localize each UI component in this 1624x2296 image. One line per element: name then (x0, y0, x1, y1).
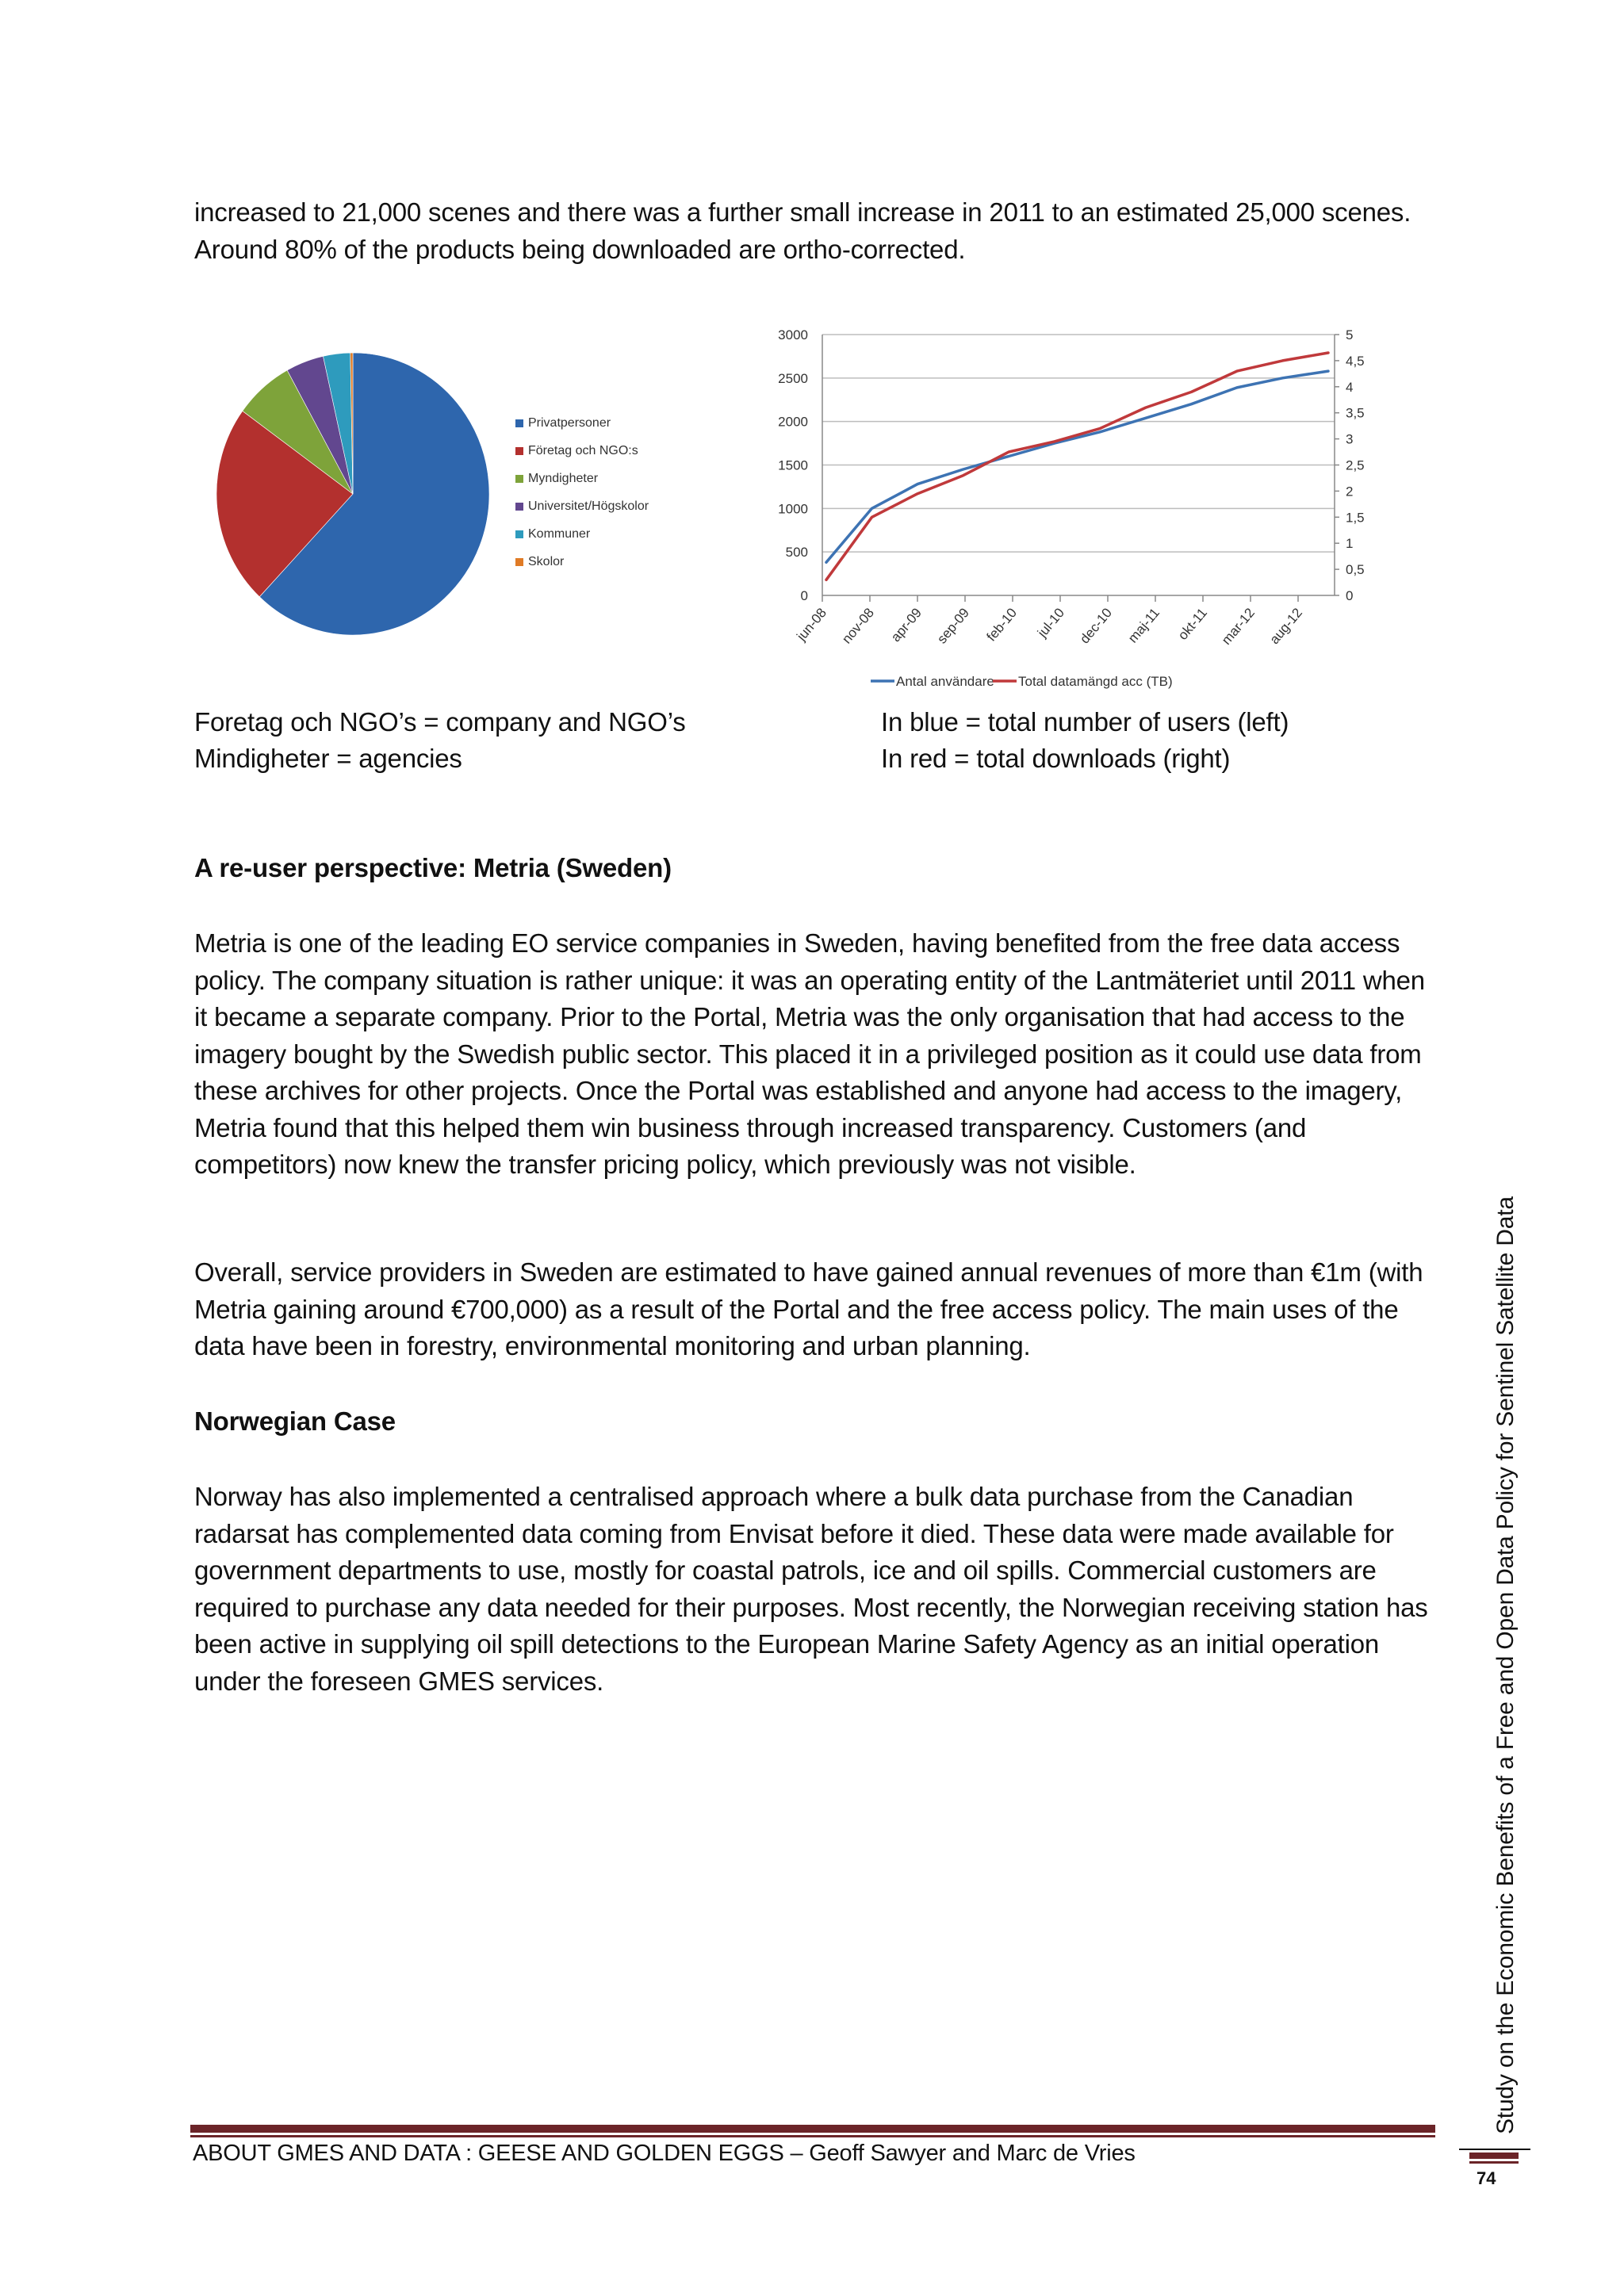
svg-text:feb-10: feb-10 (983, 605, 1021, 645)
svg-text:0: 0 (800, 588, 808, 603)
line-caption (881, 704, 1289, 777)
svg-text:nov-08: nov-08 (839, 605, 878, 647)
svg-text:5: 5 (1346, 327, 1354, 342)
svg-text:dec-10: dec-10 (1077, 605, 1116, 647)
svg-text:2500: 2500 (778, 370, 808, 386)
page-number: 74 (1477, 2168, 1496, 2188)
svg-text:3000: 3000 (778, 327, 808, 342)
pie-legend-item (515, 555, 564, 569)
metria-paragraph-2: Overall, service providers in Sweden are estimated to have gained annual revenues of more than €1m (with Metria gaining around €700,000) as a result of the Portal and the free access policy. The main uses of the data have been in forestry, environmental monitoring and urban planning. (194, 1257, 1423, 1360)
page-number-bar-thin (1469, 2161, 1519, 2164)
line-series (826, 353, 1328, 580)
pie-legend-item (515, 472, 598, 486)
svg-text:1000: 1000 (778, 501, 808, 517)
caption-blue: In blue = total number of users (left) (881, 707, 1289, 737)
svg-text:1: 1 (1346, 536, 1354, 552)
legend-swatch (515, 558, 523, 566)
svg-text:3,5: 3,5 (1346, 405, 1365, 421)
legend-swatch (515, 530, 523, 538)
metria-paragraph-1: Metria is one of the leading EO service companies in Sweden, having benefited from the free data access policy. The company situation is rather unique: it was an operating entity of the Lantmäteriet until 2011 when it became a separate company. Prior to the Portal, Metria was the only organisation that had access to the imagery bought by the Swedish public sector. This placed it in a privileged position as it could use data from these archives for other projects. Once the Portal was established and anyone had access to the imagery, Metria found that this helped them win business through increased transparency. Customers (and competitors) now knew the transfer pricing policy, which previously was not visible. (194, 928, 1425, 1179)
line-chart (761, 317, 1380, 706)
svg-text:2000: 2000 (778, 414, 808, 430)
legend-label: Kommuner (528, 527, 591, 541)
legend-label: Skolor (528, 555, 565, 568)
svg-text:sep-09: sep-09 (934, 605, 973, 647)
svg-text:aug-12: aug-12 (1266, 605, 1306, 648)
legend-label: Privatpersoner (528, 416, 611, 430)
footer-rule-thin (190, 2135, 1435, 2137)
pie-legend-item (515, 444, 638, 458)
page-number-bar (1469, 2152, 1519, 2159)
svg-text:1,5: 1,5 (1346, 510, 1365, 526)
pie-caption (194, 704, 686, 777)
heading-metria: A re-user perspective: Metria (Sweden) (194, 853, 672, 882)
svg-text:jul-10: jul-10 (1034, 605, 1068, 641)
caption-mindigheter: Mindigheter = agencies (194, 744, 462, 773)
svg-text:apr-09: apr-09 (887, 605, 925, 645)
svg-text:0,5: 0,5 (1346, 562, 1365, 578)
pie-chart (210, 317, 686, 670)
svg-text:500: 500 (785, 545, 808, 561)
legend-swatch (515, 503, 523, 511)
side-running-title: Study on the Economic Benefits of a Free and Open Data Policy for Sentinel Satellite Data (1492, 1196, 1519, 2134)
svg-text:Antal användare: Antal användare (896, 674, 994, 689)
svg-text:1500: 1500 (778, 457, 808, 473)
svg-text:2,5: 2,5 (1346, 457, 1365, 473)
svg-text:3: 3 (1346, 431, 1354, 447)
pie-chart-graphic (210, 317, 504, 670)
line-series (826, 371, 1328, 562)
legend-label: Universitet/Högskolor (528, 499, 649, 513)
svg-text:2: 2 (1346, 484, 1354, 499)
legend-swatch (515, 475, 523, 483)
footer-title: ABOUT GMES AND DATA : GEESE AND GOLDEN EGGS – Geoff Sawyer and Marc de Vries (193, 2141, 1136, 2166)
svg-text:0: 0 (1346, 588, 1354, 603)
caption-foretag: Foretag och NGO’s = company and NGO’s (194, 707, 686, 737)
footer-rule-thick (190, 2125, 1435, 2133)
line-chart-graphic (761, 317, 1380, 706)
intro-paragraph: increased to 21,000 scenes and there was a further small increase in 2011 to an estimated 25,000 scenes. Around 80% of the products being downloaded are ortho-corrected. (194, 197, 1411, 264)
svg-text:Total datamängd acc (TB): Total datamängd acc (TB) (1018, 674, 1173, 689)
svg-text:maj-11: maj-11 (1124, 605, 1163, 646)
svg-text:4,5: 4,5 (1346, 353, 1365, 369)
pie-legend-item (515, 499, 649, 514)
svg-text:4: 4 (1346, 379, 1354, 395)
pie-legend-item (515, 527, 590, 541)
heading-norway: Norwegian Case (194, 1406, 396, 1436)
svg-text:okt-11: okt-11 (1174, 605, 1211, 643)
page-number-rule (1459, 2149, 1530, 2150)
caption-red: In red = total downloads (right) (881, 744, 1231, 773)
legend-label: Myndigheter (528, 472, 599, 485)
legend-label: Företag och NGO:s (528, 444, 638, 457)
pie-legend-item (515, 416, 611, 430)
legend-swatch (515, 419, 523, 427)
svg-text:jun-08: jun-08 (794, 605, 830, 644)
legend-swatch (515, 447, 523, 455)
norway-paragraph: Norway has also implemented a centralised approach where a bulk data purchase from the Canadian radarsat has complemented data coming from Envisat before it died. These data were made available for government departments to use, mostly for coastal patrols, ice and oil spills. Commercial customers are required to purchase any data needed for their purposes. Most recently, the Norwegian receiving station has been active in supplying oil spill detections to the European Marine Safety Agency as an initial operation under the foreseen GMES services. (194, 1482, 1428, 1696)
svg-text:mar-12: mar-12 (1218, 605, 1258, 648)
